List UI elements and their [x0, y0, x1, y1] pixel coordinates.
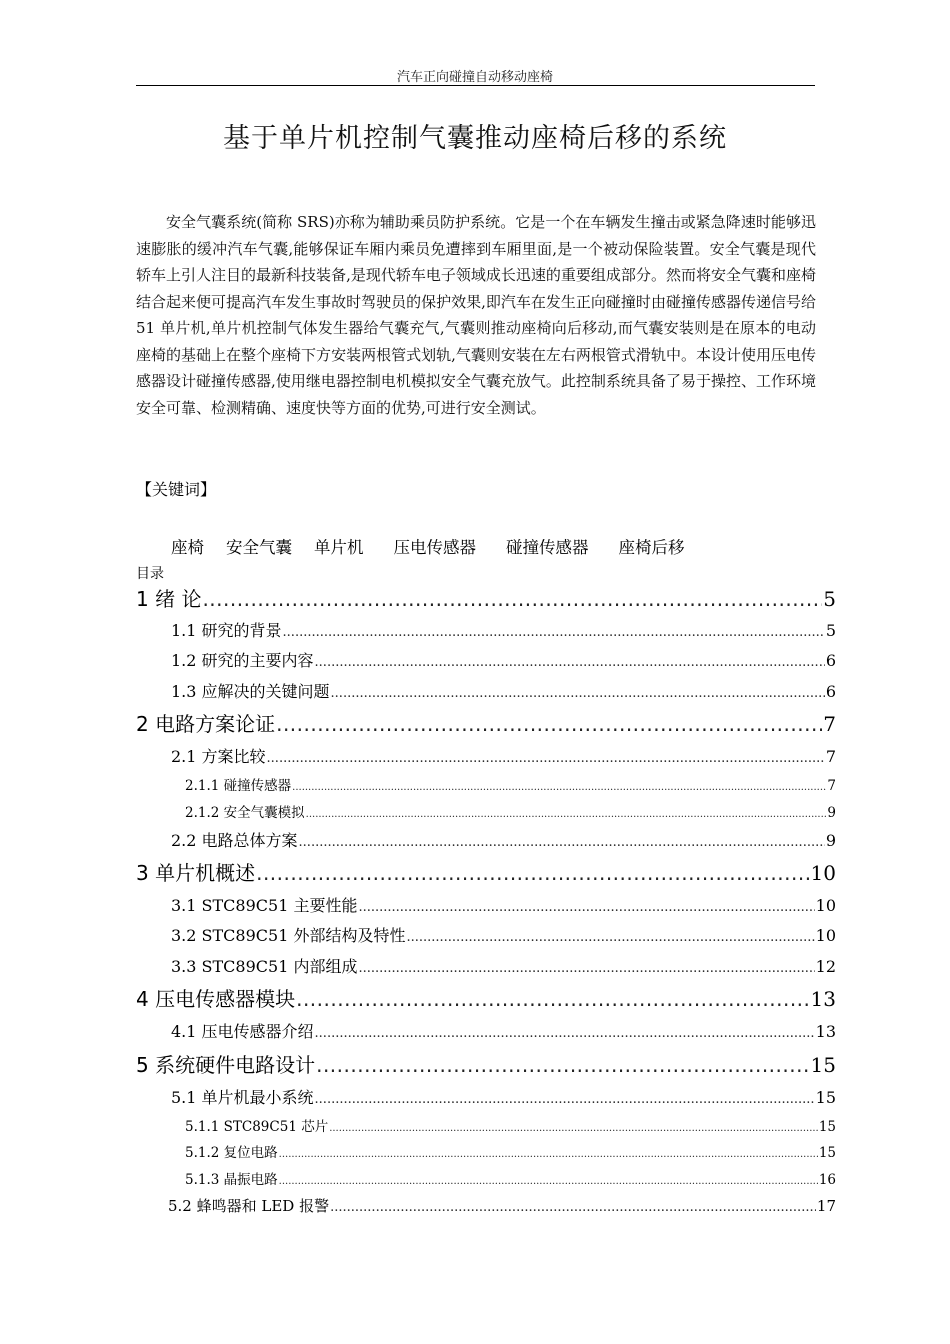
toc-entry-title: 2 电路方案论证: [136, 712, 276, 736]
toc-entry[interactable]: [171, 1019, 836, 1042]
toc-entry[interactable]: [136, 583, 836, 612]
toc-entry-title: 1 绪 论: [136, 587, 202, 611]
toc-leader: [292, 782, 826, 793]
header-rule: [136, 85, 815, 86]
toc-leader: [358, 900, 814, 915]
toc-entry[interactable]: [171, 679, 836, 702]
toc-entry[interactable]: [136, 857, 836, 886]
keywords-label: 【关键词】: [136, 480, 217, 499]
toc-leader: [315, 655, 825, 670]
abstract-paragraph: 安全气囊系统(简称 SRS)亦称为辅助乘员防护系统。它是一个在车辆发生撞击或紧急降速时能够迅速膨胀的缓冲汽车气囊,能够保证车厢内乘员免遭摔到车厢里面,是一个被动保险装置。安全气囊是现代轿车上引人注目的最新科技装备,是现代轿车电子领域成长迅速的重要组成部分。然而将安全气囊和座椅结合起来便可提高汽车发生事故时驾驶员的保护效果,即汽车在发生正向碰撞时由碰撞传感器传递信号给 51 单片机,单片机控制气体发生器给气囊充气,气囊则推动座椅向后移动,而气囊安装则是在原本的电动座椅的基础上在整个座椅下方安装两根管式划轨,气囊则安装在左右两根管式滑轨中。本设计使用压电传感器设计碰撞传感器,使用继电器控制电机模拟安全气囊充放气。此控制系统具备了易于操控、工作环境安全可靠、检测精确、速度快等方面的优势,可进行安全测试。: [136, 213, 816, 417]
toc-entry-page: 12: [815, 957, 836, 976]
toc-entry[interactable]: [168, 1195, 836, 1216]
toc-leader: [279, 1149, 818, 1160]
toc-entry[interactable]: [171, 648, 836, 671]
toc-entry[interactable]: [185, 1168, 836, 1188]
toc-entry-page: 16: [818, 1172, 836, 1188]
page-header-text: 汽车正向碰撞自动移动座椅: [396, 70, 553, 85]
toc-entry[interactable]: [185, 1115, 836, 1135]
toc-entry-page: 15: [818, 1145, 836, 1161]
toc-leader: [358, 961, 814, 976]
toc-leader: [315, 1092, 815, 1107]
toc-entry-page: 9: [827, 805, 836, 821]
abstract-section: [136, 209, 816, 421]
toc-entry-page: 7: [823, 712, 836, 736]
document-title: 基于单片机控制气囊推动座椅后移的系统: [223, 123, 727, 154]
toc-entry-page: 15: [815, 1088, 836, 1107]
toc-entry-page: 6: [825, 651, 836, 670]
toc-entry-page: 7: [825, 747, 836, 766]
keyword-item: 压电传感器: [393, 538, 476, 557]
toc-leader: [202, 587, 822, 611]
toc-entry[interactable]: [136, 983, 836, 1012]
toc-entry-title: 2.1.2 安全气囊模拟: [185, 805, 305, 821]
toc-entry-page: 10: [815, 896, 836, 915]
toc-entry-title: 5 系统硬件电路设计: [136, 1053, 316, 1077]
toc-entry-title: 4 压电传感器模块: [136, 987, 296, 1011]
toc-entry-page: 7: [827, 778, 836, 794]
toc-entry-page: 17: [816, 1197, 836, 1215]
toc-label: 目录: [136, 566, 164, 582]
toc-entry-title: 4.1 压电传感器介绍: [171, 1022, 314, 1041]
toc-leader: [306, 809, 827, 820]
toc-entry-title: 3.1 STC89C51 主要性能: [171, 896, 358, 915]
toc-entry[interactable]: [171, 954, 836, 977]
keyword-item: 座椅: [171, 538, 204, 557]
toc-entry[interactable]: [171, 618, 836, 641]
toc-entry-title: 3.2 STC89C51 外部结构及特性: [171, 926, 406, 945]
toc-leader: [267, 751, 825, 766]
toc-entry-title: 2.1.1 碰撞传感器: [185, 778, 292, 794]
toc-leader: [256, 861, 809, 885]
toc-entry-page: 9: [825, 831, 836, 850]
toc-entry-title: 3.3 STC89C51 内部组成: [171, 957, 358, 976]
toc-entry-title: 3 单片机概述: [136, 861, 256, 885]
toc-entry-page: 5: [825, 621, 836, 640]
toc-leader: [296, 987, 809, 1011]
toc-entry-title: 2.2 电路总体方案: [171, 831, 298, 850]
toc-entry-page: 15: [810, 1053, 836, 1077]
keyword-item: 单片机: [314, 538, 364, 557]
toc-entry-page: 10: [810, 861, 836, 885]
toc-entry[interactable]: [185, 774, 836, 794]
toc-entry-title: 2.1 方案比较: [171, 747, 266, 766]
toc-leader: [315, 1026, 815, 1041]
toc-entry[interactable]: [171, 1085, 836, 1108]
toc-entry[interactable]: [171, 828, 836, 851]
toc-entry[interactable]: [136, 1049, 836, 1078]
toc-leader: [279, 1176, 818, 1187]
toc-leader: [299, 835, 825, 850]
toc-entry-title: 5.1.2 复位电路: [185, 1145, 278, 1161]
toc-entry-title: 1.2 研究的主要内容: [171, 651, 314, 670]
toc-entry[interactable]: [185, 801, 836, 821]
toc-entry-page: 13: [810, 987, 836, 1011]
keyword-item: 座椅后移: [618, 538, 685, 557]
toc-entry[interactable]: [136, 708, 836, 737]
toc-entry-title: 5.2 蜂鸣器和 LED 报警: [168, 1197, 330, 1215]
toc-entry-page: 5: [823, 587, 836, 611]
keyword-item: 安全气囊: [226, 538, 292, 557]
toc-entry-page: 6: [825, 682, 836, 701]
keywords-list: [171, 534, 685, 558]
toc-entry-page: 13: [815, 1022, 836, 1041]
toc-entry[interactable]: [171, 893, 836, 916]
toc-entry-title: 1.1 研究的背景: [171, 621, 282, 640]
toc-entry[interactable]: [185, 1141, 836, 1161]
toc-leader: [276, 712, 822, 736]
toc-entry-page: 10: [815, 926, 836, 945]
toc-entry[interactable]: [171, 923, 836, 946]
toc-entry-title: 5.1 单片机最小系统: [171, 1088, 314, 1107]
toc-leader: [329, 1123, 818, 1134]
keyword-item: 碰撞传感器: [506, 538, 589, 557]
toc-leader: [331, 686, 825, 701]
toc-leader: [330, 1200, 816, 1215]
toc-entry-title: 5.1.1 STC89C51 芯片: [185, 1119, 329, 1135]
toc-entry[interactable]: [171, 744, 836, 767]
toc-entry-page: 15: [818, 1119, 836, 1135]
toc-leader: [406, 930, 814, 945]
toc-leader: [316, 1053, 809, 1077]
toc-leader: [283, 625, 825, 640]
toc-entry-title: 5.1.3 晶振电路: [185, 1172, 278, 1188]
toc-entry-title: 1.3 应解决的关键问题: [171, 682, 330, 701]
